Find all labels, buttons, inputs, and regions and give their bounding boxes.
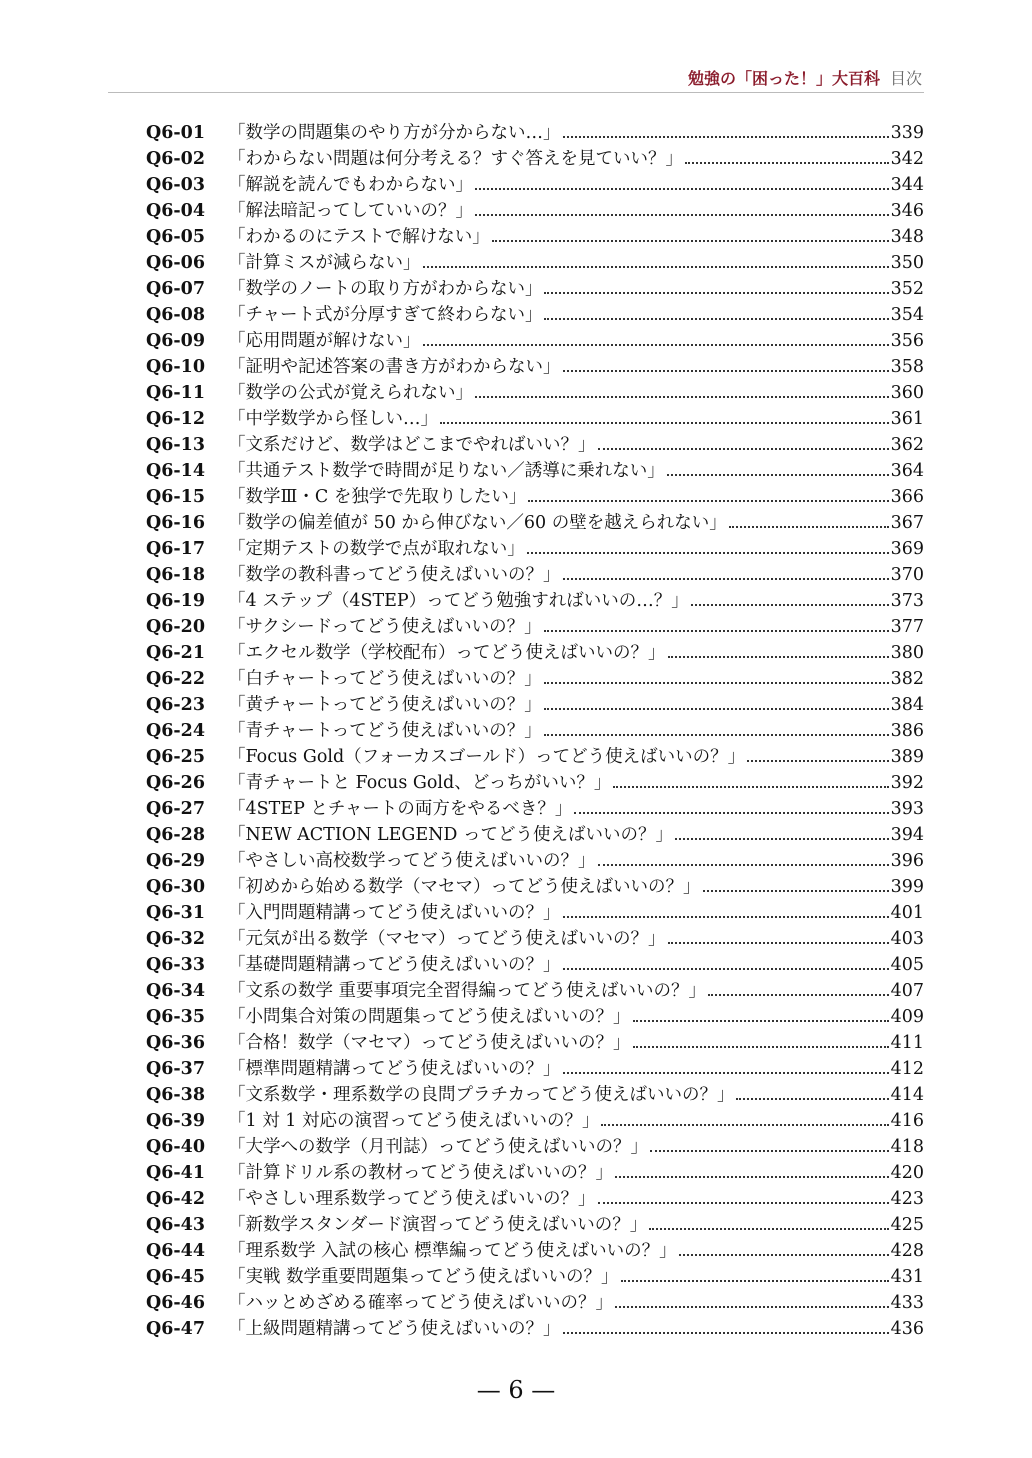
- toc-entry: [146, 510, 924, 536]
- dot-leader: [747, 760, 889, 762]
- toc-entry-code: Q6-47: [146, 1319, 206, 1339]
- toc-entry-code: Q6-25: [146, 747, 206, 767]
- toc-entry-page: 373: [890, 591, 924, 611]
- toc-entry-page: 356: [890, 331, 924, 351]
- toc-entry-title: 「合格！数学（マセマ）ってどう使えばいいの？」: [228, 1033, 631, 1053]
- toc-entry-code: Q6-16: [146, 513, 206, 533]
- toc-entry: [146, 848, 924, 874]
- toc-entry-page: 423: [890, 1189, 924, 1209]
- toc-entry: [146, 328, 924, 354]
- toc-entry-title: 「計算ドリル系の教材ってどう使えばいいの？」: [228, 1163, 613, 1183]
- toc-entry-page: 396: [890, 851, 924, 871]
- toc-entry-code: Q6-13: [146, 435, 206, 455]
- dot-leader: [544, 682, 889, 684]
- toc-entry: [146, 1082, 924, 1108]
- toc-entry-code: Q6-42: [146, 1189, 206, 1209]
- toc-entry-title: 「理系数学 入試の核心 標準編ってどう使えばいいの？」: [228, 1241, 677, 1261]
- toc-entry-page: 361: [890, 409, 924, 429]
- dot-leader: [563, 1332, 889, 1334]
- toc-entry-title: 「文系だけど、数学はどこまでやればいい？」: [228, 435, 596, 455]
- dot-leader: [691, 604, 889, 606]
- dot-leader: [613, 786, 888, 788]
- toc-entry-page: 384: [890, 695, 924, 715]
- toc-entry-code: Q6-36: [146, 1033, 206, 1053]
- toc-entry-title: 「新数学スタンダード演習ってどう使えばいいの？」: [228, 1215, 648, 1235]
- toc-entry-page: 344: [890, 175, 924, 195]
- dot-leader: [679, 1254, 889, 1256]
- toc-entry-code: Q6-29: [146, 851, 206, 871]
- toc-entry-page: 418: [890, 1137, 924, 1157]
- dot-leader: [563, 916, 889, 918]
- toc-entry: [146, 146, 924, 172]
- toc-entry-code: Q6-34: [146, 981, 206, 1001]
- dot-leader: [703, 890, 889, 892]
- dot-leader: [633, 1046, 889, 1048]
- dot-leader: [685, 162, 889, 164]
- toc-entry-code: Q6-11: [146, 383, 206, 403]
- toc-entry-code: Q6-30: [146, 877, 206, 897]
- dot-leader: [475, 214, 889, 216]
- dot-leader: [475, 396, 889, 398]
- toc-entry: [146, 874, 924, 900]
- toc-entry-title: 「文系数学・理系数学の良問プラチカってどう使えばいいの？」: [228, 1085, 735, 1105]
- toc-entry: [146, 744, 924, 770]
- dot-leader: [649, 1228, 888, 1230]
- dot-leader: [544, 734, 889, 736]
- toc-entry-page: 380: [890, 643, 924, 663]
- toc-entry-title: 「白チャートってどう使えばいいの？」: [228, 669, 542, 689]
- toc-entry: [146, 588, 924, 614]
- toc-entry-page: 369: [890, 539, 924, 559]
- toc-entry-title: 「入門問題精講ってどう使えばいいの？」: [228, 903, 561, 923]
- toc-entry-code: Q6-39: [146, 1111, 206, 1131]
- toc-entry-page: 405: [890, 955, 924, 975]
- toc-entry-title: 「中学数学から怪しい…」: [228, 409, 438, 429]
- dot-leader: [544, 630, 889, 632]
- toc-entry: [146, 406, 924, 432]
- toc-entry-page: 346: [890, 201, 924, 221]
- dot-leader: [621, 1280, 889, 1282]
- toc-entry: [146, 692, 924, 718]
- header-divider: [108, 92, 924, 93]
- toc-entry-title: 「数学の偏差値が 50 から伸びない／60 の壁を越えられない」: [228, 513, 727, 533]
- dot-leader: [423, 266, 889, 268]
- dot-leader: [668, 656, 889, 658]
- dot-leader: [563, 370, 889, 372]
- toc-entry-title: 「ハッとめざめる確率ってどう使えばいいの？」: [228, 1293, 613, 1313]
- toc-entry-page: 431: [890, 1267, 924, 1287]
- table-of-contents: [146, 120, 924, 1342]
- toc-entry-code: Q6-18: [146, 565, 206, 585]
- toc-entry: [146, 1030, 924, 1056]
- dot-leader: [440, 422, 889, 424]
- toc-entry-page: 352: [890, 279, 924, 299]
- toc-entry-page: 401: [890, 903, 924, 923]
- toc-entry-title: 「わかるのにテストで解けない」: [228, 227, 490, 247]
- toc-entry-code: Q6-08: [146, 305, 206, 325]
- toc-entry-title: 「4STEP とチャートの両方をやるべき？」: [228, 799, 573, 819]
- toc-entry-code: Q6-12: [146, 409, 206, 429]
- toc-entry-title: 「実戦 数学重要問題集ってどう使えばいいの？」: [228, 1267, 619, 1287]
- toc-entry-page: 348: [890, 227, 924, 247]
- toc-entry-code: Q6-15: [146, 487, 206, 507]
- toc-entry-code: Q6-37: [146, 1059, 206, 1079]
- toc-entry-page: 367: [890, 513, 924, 533]
- toc-entry-title: 「やさしい理系数学ってどう使えばいいの？」: [228, 1189, 596, 1209]
- toc-entry: [146, 770, 924, 796]
- toc-entry-title: 「文系の数学 重要事項完全習得編ってどう使えばいいの？」: [228, 981, 707, 1001]
- toc-entry-code: Q6-10: [146, 357, 206, 377]
- page-number: — 6 —: [476, 1376, 556, 1404]
- dot-leader: [492, 240, 889, 242]
- toc-entry: [146, 900, 924, 926]
- toc-entry-title: 「数学の問題集のやり方が分からない…」: [228, 123, 561, 143]
- toc-entry-code: Q6-24: [146, 721, 206, 741]
- toc-entry-title: 「数学Ⅲ・C を独学で先取りしたい」: [228, 487, 527, 507]
- toc-entry: [146, 224, 924, 250]
- toc-entry-page: 428: [890, 1241, 924, 1261]
- toc-entry: [146, 250, 924, 276]
- toc-entry-title: 「計算ミスが減らない」: [228, 253, 421, 273]
- toc-entry-page: 436: [890, 1319, 924, 1339]
- dot-leader: [527, 552, 889, 554]
- toc-entry: [146, 978, 924, 1004]
- toc-entry-code: Q6-22: [146, 669, 206, 689]
- toc-entry-title: 「1 対 1 対応の演習ってどう使えばいいの？」: [228, 1111, 600, 1131]
- toc-entry-code: Q6-35: [146, 1007, 206, 1027]
- toc-entry: [146, 1316, 924, 1342]
- toc-entry-title: 「標準問題精講ってどう使えばいいの？」: [228, 1059, 561, 1079]
- toc-entry-title: 「元気が出る数学（マセマ）ってどう使えばいいの？」: [228, 929, 666, 949]
- toc-entry-code: Q6-21: [146, 643, 206, 663]
- toc-entry-title: 「黄チャートってどう使えばいいの？」: [228, 695, 542, 715]
- dot-leader: [633, 1020, 889, 1022]
- dot-leader: [598, 1202, 889, 1204]
- toc-entry-title: 「エクセル数学（学校配布）ってどう使えばいいの？」: [228, 643, 666, 663]
- toc-entry-code: Q6-41: [146, 1163, 206, 1183]
- toc-entry: [146, 1212, 924, 1238]
- toc-entry-code: Q6-33: [146, 955, 206, 975]
- toc-entry-title: 「解説を読んでもわからない」: [228, 175, 473, 195]
- toc-entry-page: 358: [890, 357, 924, 377]
- toc-entry-page: 360: [890, 383, 924, 403]
- toc-entry-code: Q6-05: [146, 227, 206, 247]
- toc-entry-page: 411: [890, 1033, 924, 1053]
- dot-leader: [601, 1124, 888, 1126]
- toc-entry: [146, 666, 924, 692]
- toc-entry-title: 「応用問題が解けない」: [228, 331, 421, 351]
- toc-entry-page: 425: [890, 1215, 924, 1235]
- toc-entry-title: 「NEW ACTION LEGEND ってどう使えばいいの？」: [228, 825, 674, 845]
- toc-entry-page: 403: [890, 929, 924, 949]
- toc-entry-code: Q6-44: [146, 1241, 206, 1261]
- toc-entry: [146, 380, 924, 406]
- toc-entry-code: Q6-07: [146, 279, 206, 299]
- toc-entry: [146, 1134, 924, 1160]
- toc-entry-title: 「サクシードってどう使えばいいの？」: [228, 617, 542, 637]
- toc-entry: [146, 822, 924, 848]
- toc-entry-code: Q6-40: [146, 1137, 206, 1157]
- dot-leader: [528, 500, 888, 502]
- toc-entry-code: Q6-32: [146, 929, 206, 949]
- toc-entry: [146, 302, 924, 328]
- toc-entry: [146, 198, 924, 224]
- toc-entry-page: 416: [890, 1111, 924, 1131]
- toc-entry-code: Q6-20: [146, 617, 206, 637]
- toc-entry-page: 366: [890, 487, 924, 507]
- toc-entry-title: 「数学の公式が覚えられない」: [228, 383, 473, 403]
- dot-leader: [598, 864, 889, 866]
- toc-entry-title: 「大学への数学（月刊誌）ってどう使えばいいの？」: [228, 1137, 648, 1157]
- toc-entry-title: 「数学のノートの取り方がわからない」: [228, 279, 543, 299]
- dot-leader: [544, 708, 889, 710]
- toc-entry-page: 392: [890, 773, 924, 793]
- toc-entry: [146, 1160, 924, 1186]
- toc-entry-code: Q6-26: [146, 773, 206, 793]
- toc-entry-title: 「Focus Gold（フォーカスゴールド）ってどう使えばいいの？」: [228, 747, 746, 767]
- toc-entry-page: 382: [890, 669, 924, 689]
- dot-leader: [615, 1176, 889, 1178]
- toc-entry-title: 「小問集合対策の問題集ってどう使えばいいの？」: [228, 1007, 631, 1027]
- toc-entry-title: 「共通テスト数学で時間が足りない／誘導に乗れない」: [228, 461, 665, 481]
- toc-entry-page: 339: [890, 123, 924, 143]
- toc-entry-code: Q6-31: [146, 903, 206, 923]
- toc-entry-code: Q6-04: [146, 201, 206, 221]
- toc-entry-page: 350: [890, 253, 924, 273]
- toc-entry-title: 「証明や記述答案の書き方がわからない」: [228, 357, 561, 377]
- toc-entry: [146, 562, 924, 588]
- toc-entry-page: 354: [890, 305, 924, 325]
- toc-entry-page: 412: [890, 1059, 924, 1079]
- toc-entry-page: 393: [890, 799, 924, 819]
- toc-entry-title: 「上級問題精講ってどう使えばいいの？」: [228, 1319, 561, 1339]
- toc-entry-title: 「チャート式が分厚すぎて終わらない」: [228, 305, 543, 325]
- toc-entry-title: 「青チャートと Focus Gold、どっちがいい？」: [228, 773, 612, 793]
- toc-entry-title: 「青チャートってどう使えばいいの？」: [228, 721, 542, 741]
- section-label: 目次: [889, 69, 922, 88]
- dot-leader: [708, 994, 889, 996]
- toc-entry-code: Q6-46: [146, 1293, 206, 1313]
- toc-entry: [146, 354, 924, 380]
- toc-entry-code: Q6-28: [146, 825, 206, 845]
- toc-entry: [146, 1056, 924, 1082]
- toc-entry-title: 「解法暗記ってしていいの？」: [228, 201, 473, 221]
- toc-entry: [146, 172, 924, 198]
- toc-entry: [146, 120, 924, 146]
- toc-entry: [146, 1264, 924, 1290]
- toc-entry-title: 「基礎問題精講ってどう使えばいいの？」: [228, 955, 561, 975]
- dot-leader: [650, 1150, 889, 1152]
- dot-leader: [736, 1098, 888, 1100]
- book-title: 勉強の「困った！」大百科: [687, 69, 880, 88]
- toc-entry-page: 394: [890, 825, 924, 845]
- running-header: [688, 66, 922, 89]
- toc-entry: [146, 536, 924, 562]
- dot-leader: [563, 136, 889, 138]
- toc-entry: [146, 640, 924, 666]
- toc-entry: [146, 432, 924, 458]
- dot-leader: [563, 578, 889, 580]
- toc-entry-code: Q6-43: [146, 1215, 206, 1235]
- toc-entry-page: 389: [890, 747, 924, 767]
- toc-entry-code: Q6-02: [146, 149, 206, 169]
- dot-leader: [563, 968, 889, 970]
- toc-entry-page: 409: [890, 1007, 924, 1027]
- toc-entry-code: Q6-45: [146, 1267, 206, 1287]
- dot-leader: [544, 292, 888, 294]
- toc-entry-title: 「初めから始める数学（マセマ）ってどう使えばいいの？」: [228, 877, 701, 897]
- dot-leader: [615, 1306, 889, 1308]
- toc-entry: [146, 952, 924, 978]
- toc-entry: [146, 484, 924, 510]
- dot-leader: [563, 1072, 889, 1074]
- toc-entry: [146, 1290, 924, 1316]
- dot-leader: [598, 448, 889, 450]
- toc-entry-title: 「数学の教科書ってどう使えばいいの？」: [228, 565, 561, 585]
- toc-entry-code: Q6-01: [146, 123, 206, 143]
- toc-entry-page: 377: [890, 617, 924, 637]
- toc-entry-page: 386: [890, 721, 924, 741]
- dot-leader: [668, 942, 889, 944]
- dot-leader: [729, 526, 889, 528]
- toc-entry-page: 433: [890, 1293, 924, 1313]
- dot-leader: [475, 188, 889, 190]
- toc-entry-page: 362: [890, 435, 924, 455]
- toc-entry: [146, 1108, 924, 1134]
- toc-entry-page: 420: [890, 1163, 924, 1183]
- toc-entry-code: Q6-23: [146, 695, 206, 715]
- toc-entry-code: Q6-19: [146, 591, 206, 611]
- dot-leader: [667, 474, 889, 476]
- toc-entry-page: 342: [890, 149, 924, 169]
- toc-entry-code: Q6-17: [146, 539, 206, 559]
- dot-leader: [574, 812, 888, 814]
- toc-entry-code: Q6-09: [146, 331, 206, 351]
- toc-entry-code: Q6-27: [146, 799, 206, 819]
- toc-entry-code: Q6-03: [146, 175, 206, 195]
- toc-entry-title: 「やさしい高校数学ってどう使えばいいの？」: [228, 851, 596, 871]
- toc-entry: [146, 796, 924, 822]
- toc-entry-title: 「4 ステップ（4STEP）ってどう勉強すればいいの…？」: [228, 591, 689, 611]
- dot-leader: [675, 838, 889, 840]
- toc-entry: [146, 926, 924, 952]
- toc-entry-code: Q6-14: [146, 461, 206, 481]
- dot-leader: [544, 318, 888, 320]
- toc-entry-page: 370: [890, 565, 924, 585]
- toc-entry-code: Q6-38: [146, 1085, 206, 1105]
- toc-entry: [146, 614, 924, 640]
- toc-entry: [146, 1004, 924, 1030]
- toc-entry-title: 「わからない問題は何分考える？すぐ答えを見ていい？」: [228, 149, 683, 169]
- toc-entry: [146, 1186, 924, 1212]
- dot-leader: [423, 344, 889, 346]
- toc-entry-page: 407: [890, 981, 924, 1001]
- toc-entry-page: 364: [890, 461, 924, 481]
- toc-entry-title: 「定期テストの数学で点が取れない」: [228, 539, 525, 559]
- toc-entry-page: 399: [890, 877, 924, 897]
- toc-entry: [146, 718, 924, 744]
- toc-entry: [146, 458, 924, 484]
- toc-entry-page: 414: [890, 1085, 924, 1105]
- toc-entry: [146, 1238, 924, 1264]
- toc-entry: [146, 276, 924, 302]
- toc-entry-code: Q6-06: [146, 253, 206, 273]
